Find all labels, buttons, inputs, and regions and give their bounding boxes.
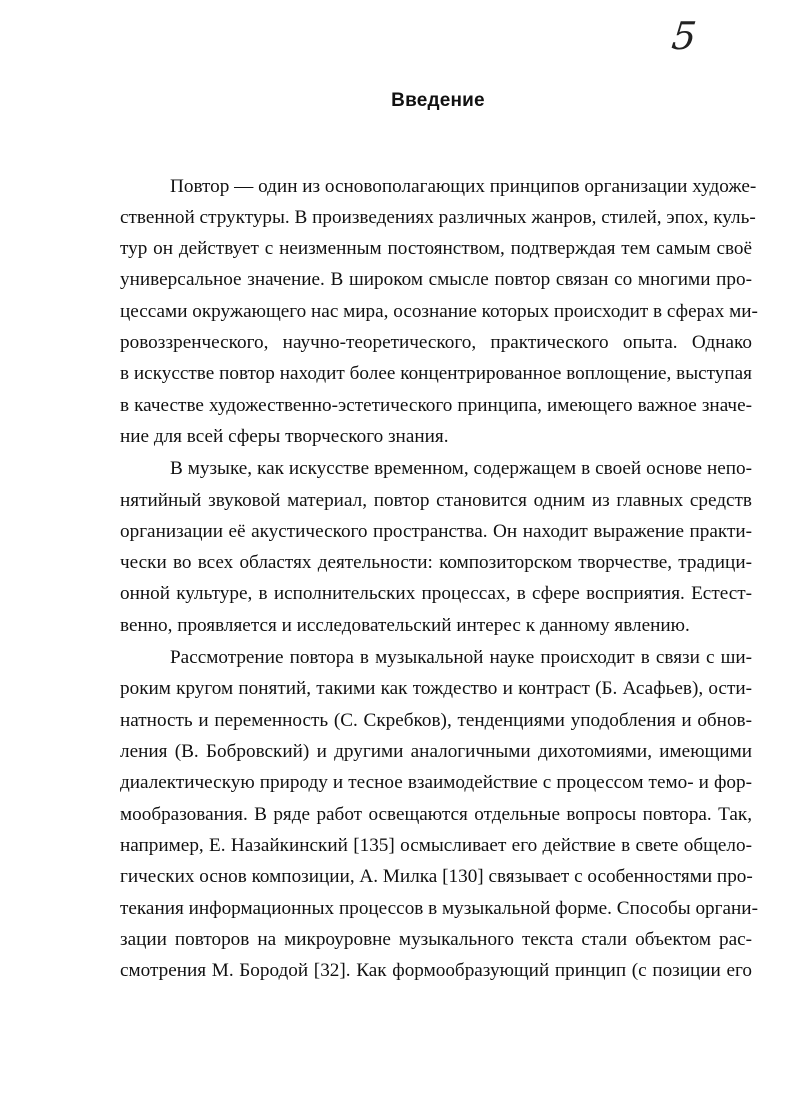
text-line: чески во всех областях деятельности: композиторском творчестве, традици- <box>120 552 752 573</box>
page-number: 5 <box>669 14 699 58</box>
text-line: ственной структуры. В произведениях различных жанров, стилей, эпох, куль- <box>120 207 756 228</box>
text-line: роким кругом понятий, такими как тождество и контраст (Б. Асафьев), ости- <box>120 678 752 699</box>
text-line: зации повторов на микроуровне музыкального текста стали объектом рас- <box>120 929 752 950</box>
text-line: ления (В. Бобровский) и другими аналогичными дихотомиями, имеющими <box>120 741 752 762</box>
text-line: гических основ композиции, А. Милка [130] связывает с особенностями про- <box>120 866 753 887</box>
text-line: Повтор — один из основополагающих принципов организации художе- <box>170 176 757 197</box>
text-line: текания информационных процессов в музыкальной форме. Способы органи- <box>120 898 758 919</box>
text-line: тур он действует с неизменным постоянством, подтверждая тем самым своё <box>120 238 752 259</box>
text-line: организации её акустического пространства. Он находит выражение практи- <box>120 521 752 542</box>
text-line: например, Е. Назайкинский [135] осмысливает его действие в свете общело- <box>120 835 752 856</box>
section-title: Введение <box>391 90 485 111</box>
text-line: натность и переменность (С. Скребков), тенденциями уподобления и обнов- <box>120 710 752 731</box>
text-line: смотрения М. Бородой [32]. Как формообразующий принцип (с позиции его <box>120 960 752 981</box>
text-line: диалектическую природу и тесное взаимодействие с процессом темо- и фор- <box>120 772 752 793</box>
text-line: Рассмотрение повтора в музыкальной науке происходит в связи с ши- <box>170 647 752 668</box>
text-line: в качестве художественно-эстетического принципа, имеющего важное значе- <box>120 395 752 416</box>
text-line: онной культуре, в исполнительских процессах, в сфере восприятия. Естест- <box>120 583 752 604</box>
text-line: цессами окружающего нас мира, осознание которых происходит в сферах ми- <box>120 301 758 322</box>
text-line: в искусстве повтор находит более концентрированное воплощение, выступая <box>120 363 752 384</box>
text-line: ровоззренческого, научно-теоретического, практического опыта. Однако <box>120 332 752 353</box>
text-line: ние для всей сферы творческого знания. <box>120 426 449 447</box>
text-line: нятийный звуковой материал, повтор становится одним из главных средств <box>120 490 752 511</box>
text-line: универсальное значение. В широком смысле повтор связан со многими про- <box>120 269 752 290</box>
text-line: венно, проявляется и исследовательский интерес к данному явлению. <box>120 615 690 636</box>
text-line: В музыке, как искусстве временном, содержащем в своей основе непо- <box>170 458 752 479</box>
text-line: мообразования. В ряде работ освещаются отдельные вопросы повтора. Так, <box>120 804 752 825</box>
